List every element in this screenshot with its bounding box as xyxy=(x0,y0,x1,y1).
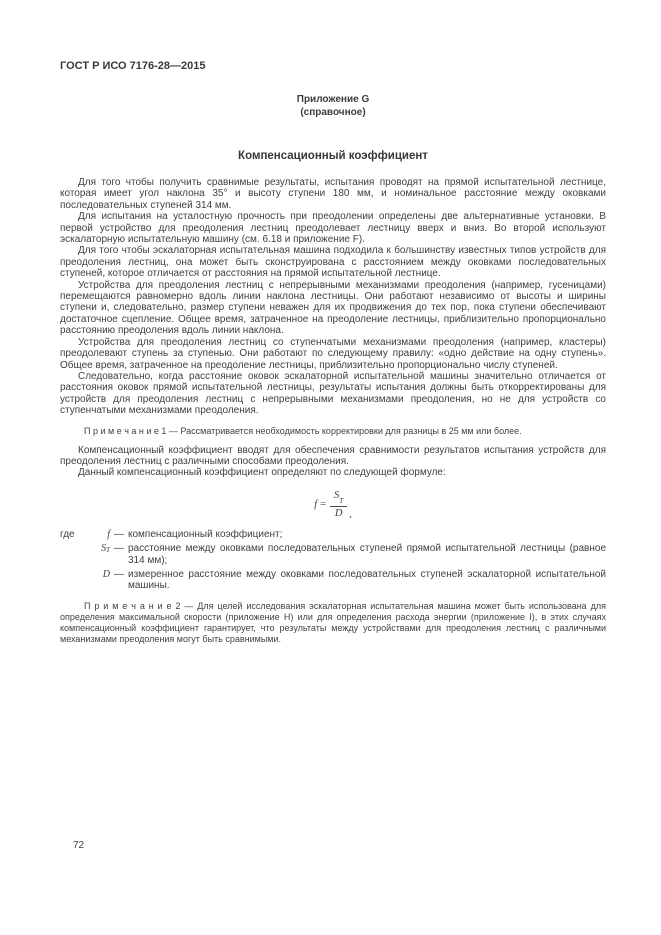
definition-term xyxy=(60,543,110,566)
symbol-definitions xyxy=(60,529,606,592)
page-number: 72 xyxy=(73,840,85,851)
definition-dash: — xyxy=(114,569,124,581)
formula-equals: = xyxy=(320,499,327,511)
formula-punctuation: , xyxy=(349,508,352,520)
formula-numerator xyxy=(330,490,347,507)
definition-text: измеренное расстояние между оковками последовательных ступеней эскалаторной испытательной машины. xyxy=(128,569,606,592)
paragraph: Для того чтобы получить сравнимые результаты, испытания проводят на прямой испытательной лестнице, которая имеет угол наклона 35° и высоту ступени 180 мм, и номинальное расстояние между оковками последовательных ступеней 314 мм. xyxy=(60,177,606,211)
paragraph: Для того чтобы эскалаторная испытательная машина подходила к большинству известных типов устройств для преодоления лестниц, она может быть сконструирована с расстоянием между оковками последовательных ступеней, которое отличается от расстояния на прямой испытательной лестнице. xyxy=(60,245,606,280)
term-symbol: D xyxy=(102,569,110,581)
paragraph: Компенсационный коэффициент вводят для обеспечения сравнимости результатов испытания устройств для преодоления лестниц с различными способами преодоления. xyxy=(60,444,606,467)
note-2-text: — Для целей исследования эскалаторная испытательная машина может быть использована для определения максимальной скорости (приложение H) или для определения расхода энергии (приложение I), в этих случаях компенсационный коэффициент гарантирует, что результаты между устройствами для преодоления лестниц с различными механизмами преодоления могут быть сравнимыми. xyxy=(60,600,606,644)
definition-term xyxy=(60,529,110,540)
definition-term xyxy=(60,569,110,592)
definition-text: расстояние между оковками последовательных ступеней прямой испытательной лестницы (равное 314 мм); xyxy=(128,543,606,566)
where-label: где xyxy=(60,528,75,540)
definition-dash: — xyxy=(114,528,124,540)
numerator-subscript: T xyxy=(339,496,344,505)
term-symbol: f xyxy=(107,528,110,540)
paragraph: Устройства для преодоления лестниц с непрерывными механизмами преодоления (например, гусеницами) перемещаются равномерно вдоль линии наклона лестницы. Они работают независимо от высоты и ширины ступени и, следовательно, размер ступени неважен для их продвижения до тех пор, пока ступени обеспечивают достаточное сцепление. Общее время, затраченное на преодоление лестницы, приблизительно пропорционально расстоянию преодоления вдоль линии наклона. xyxy=(60,279,606,337)
note-2 xyxy=(60,601,606,645)
formula-denominator: D xyxy=(334,507,343,519)
formula-lhs: f xyxy=(314,499,318,511)
note-1-text: — Рассматривается необходимость корректировки для разницы в 25 мм или более. xyxy=(168,425,522,436)
formula-fraction xyxy=(330,490,347,520)
note-1 xyxy=(60,426,606,437)
definition-text: компенсационный коэффициент; xyxy=(128,528,283,540)
annex-type: (справочное) xyxy=(300,107,366,118)
definition-dash: — xyxy=(114,543,124,555)
definition-row xyxy=(60,569,606,592)
standard-number: ГОСТ Р ИСО 7176-28—2015 xyxy=(60,60,206,72)
body-text xyxy=(60,177,606,645)
definition-row xyxy=(60,543,606,566)
note-2-label: П р и м е ч а н и е 2 xyxy=(84,600,181,611)
paragraph: Следовательно, когда расстояние оковок эскалаторной испытательной машины значительно отличается от расстояния оковок прямой испытательной лестницы, результаты испытания должны быть откорректированы для устройств для преодоления лестниц с непрерывными механизмами преодоления, но не для устройств со ступенчатыми механизмами преодоления. xyxy=(60,370,606,417)
formula xyxy=(60,490,606,520)
section-title: Компенсационный коэффициент xyxy=(238,150,428,162)
paragraph: Устройства для преодоления лестниц со ступенчатыми механизмами преодоления (например, кластеры) преодолевают ступень за ступенью. Они работают по следующему правилу: «одно действие на одну ступень». Общее время, затраченное на преодоление лестницы, приблизительно пропорционально числу ступеней. xyxy=(60,336,606,371)
numerator-symbol: S xyxy=(334,489,340,501)
note-1-label: П р и м е ч а н и е 1 xyxy=(84,425,167,436)
annex-name: Приложение G xyxy=(296,94,370,105)
term-symbol: S xyxy=(101,543,107,555)
paragraph: Данный компенсационный коэффициент определяют по следующей формуле: xyxy=(78,467,446,479)
page-content xyxy=(60,60,606,653)
annex-heading xyxy=(60,93,606,119)
paragraph: Для испытания на усталостную прочность при преодолении определены две альтернативные установки. В первой устройство для преодоления лестниц преодолевает лестницу вверх и вниз. Во второй используют эскалаторную испытательную машину (см. 6.18 и приложение F). xyxy=(60,211,606,246)
term-subscript: T xyxy=(106,546,110,555)
definition-row xyxy=(60,529,606,540)
